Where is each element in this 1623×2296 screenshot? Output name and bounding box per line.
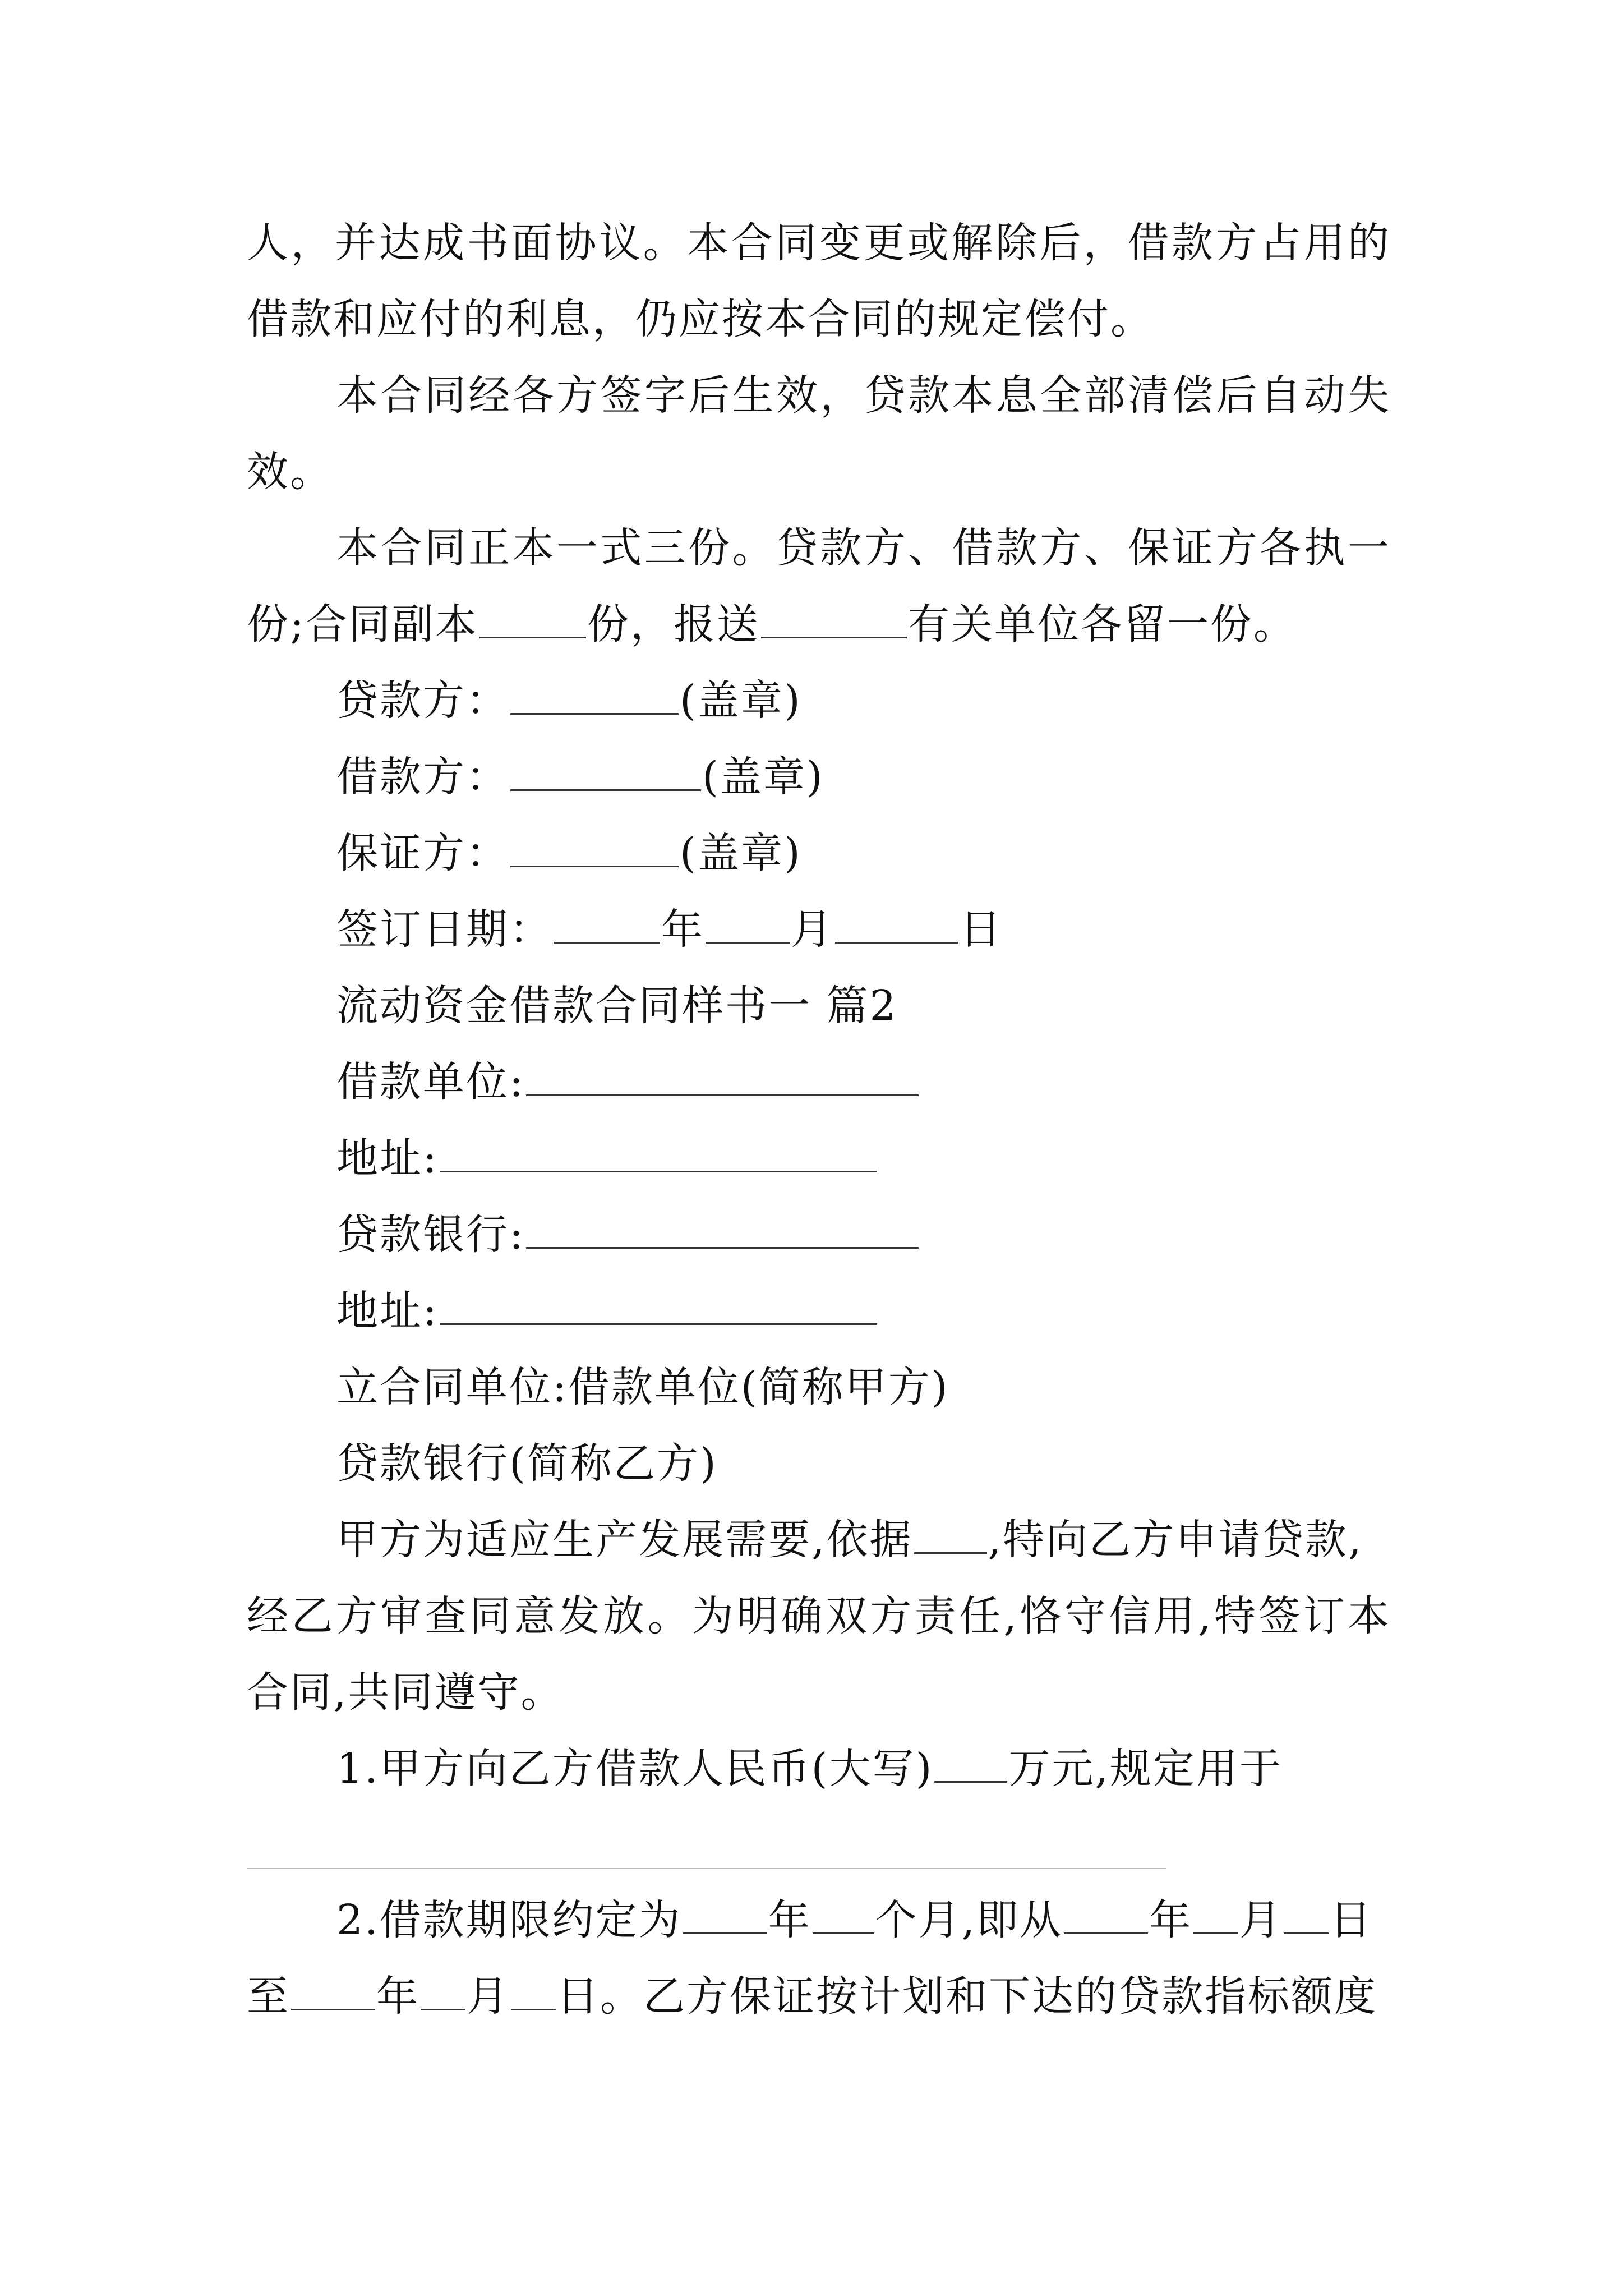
year-text: 年 bbox=[376, 1972, 419, 2021]
text-line: 效。 bbox=[247, 448, 333, 496]
address-line bbox=[336, 1273, 1481, 1349]
field-label: 地址: bbox=[336, 1134, 439, 1182]
fill-blank bbox=[914, 1517, 987, 1554]
text-span: 个月,即从 bbox=[875, 1896, 1063, 1944]
section-title: 流动资金借款合同样书一 篇2 bbox=[336, 982, 898, 1030]
month-text: 月 bbox=[1239, 1896, 1283, 1944]
fill-blank bbox=[1284, 1898, 1329, 1934]
party-definition: 贷款银行(简称乙方) bbox=[336, 1439, 718, 1488]
fill-blank bbox=[421, 1974, 465, 2010]
fill-blank bbox=[813, 1898, 874, 1934]
year-text: 年 bbox=[768, 1896, 811, 1944]
text-span: 万元,规定用于 bbox=[1008, 1745, 1283, 1793]
fill-blank bbox=[440, 1136, 877, 1172]
fill-blank bbox=[510, 831, 679, 867]
borrower-unit-line bbox=[336, 1044, 1481, 1120]
text-line bbox=[336, 1502, 1481, 1578]
party-definition: 立合同单位:借款单位(简称甲方) bbox=[336, 1363, 949, 1411]
field-label: 地址: bbox=[336, 1287, 439, 1335]
field-label: 贷款银行: bbox=[336, 1211, 525, 1259]
signing-date-line bbox=[336, 891, 1481, 968]
text-span: 1.甲方向乙方借款人民币(大写) bbox=[336, 1745, 934, 1793]
month-text: 月 bbox=[791, 905, 834, 954]
fill-blank bbox=[511, 1974, 556, 2010]
fill-blank bbox=[510, 678, 679, 715]
borrower-label: 借款方： bbox=[336, 753, 509, 801]
fill-blank bbox=[761, 602, 907, 638]
fill-blank bbox=[510, 754, 701, 791]
text-line: 本合同正本一式三份。贷款方、借款方、保证方各执一 bbox=[336, 524, 1391, 572]
fill-blank bbox=[554, 907, 660, 944]
fill-blank bbox=[683, 1898, 767, 1934]
address-line bbox=[336, 1120, 1481, 1197]
fill-blank bbox=[479, 602, 586, 638]
month-text: 月 bbox=[467, 1972, 510, 2021]
field-label: 借款单位: bbox=[336, 1058, 525, 1106]
fill-blank bbox=[526, 1060, 919, 1096]
text-span: 有关单位各留一份。 bbox=[907, 600, 1297, 648]
clause-2-continued bbox=[247, 1958, 1391, 2035]
fill-blank bbox=[1193, 1898, 1238, 1934]
text-line: 本合同经各方签字后生效，贷款本息全部清偿后自动失 bbox=[336, 371, 1391, 420]
seal-text: (盖章) bbox=[680, 829, 802, 877]
text-line: 人，并达成书面协议。本合同变更或解除后，借款方占用的 bbox=[247, 219, 1391, 267]
text-span: 份;合同副本 bbox=[247, 600, 478, 648]
fill-blank bbox=[934, 1746, 1007, 1783]
signature-line-lender bbox=[336, 662, 1481, 739]
fill-blank bbox=[291, 1974, 375, 2010]
fill-blank bbox=[526, 1212, 919, 1249]
text-line: 经乙方审查同意发放。为明确双方责任,恪守信用,特签订本 bbox=[247, 1592, 1391, 1640]
text-span: 份，报送 bbox=[587, 600, 760, 648]
signature-line-borrower bbox=[336, 739, 1481, 815]
year-text: 年 bbox=[1149, 1896, 1193, 1944]
seal-text: (盖章) bbox=[702, 753, 824, 801]
fill-blank bbox=[706, 907, 790, 944]
fill-blank bbox=[440, 1289, 877, 1325]
text-span: 至 bbox=[247, 1972, 290, 2021]
fill-blank bbox=[1064, 1898, 1148, 1934]
text-line bbox=[247, 586, 1391, 662]
text-span: 2.借款期限约定为 bbox=[336, 1896, 682, 1944]
seal-text: (盖章) bbox=[680, 677, 802, 725]
text-line: 合同,共同遵守。 bbox=[247, 1668, 564, 1717]
lender-label: 贷款方： bbox=[336, 677, 509, 725]
text-line: 借款和应付的利息，仍应按本合同的规定偿付。 bbox=[247, 295, 1154, 343]
guarantor-label: 保证方： bbox=[336, 829, 509, 877]
date-label: 签订日期： bbox=[336, 905, 552, 954]
day-text: 日 bbox=[1330, 1896, 1373, 1944]
fill-blank bbox=[835, 907, 958, 944]
text-span: ,特向乙方申请贷款, bbox=[988, 1516, 1363, 1564]
signature-line-guarantor bbox=[336, 815, 1481, 891]
text-span: 甲方为适应生产发展需要,依据 bbox=[336, 1516, 913, 1564]
footnote-divider bbox=[247, 1868, 1166, 1869]
day-text: 日 bbox=[960, 905, 1003, 954]
clause-2 bbox=[336, 1882, 1481, 1958]
text-span: 日。乙方保证按计划和下达的贷款指标额度 bbox=[557, 1972, 1377, 2021]
clause-1 bbox=[336, 1731, 1481, 1807]
year-text: 年 bbox=[661, 905, 704, 954]
lending-bank-line bbox=[336, 1197, 1481, 1273]
